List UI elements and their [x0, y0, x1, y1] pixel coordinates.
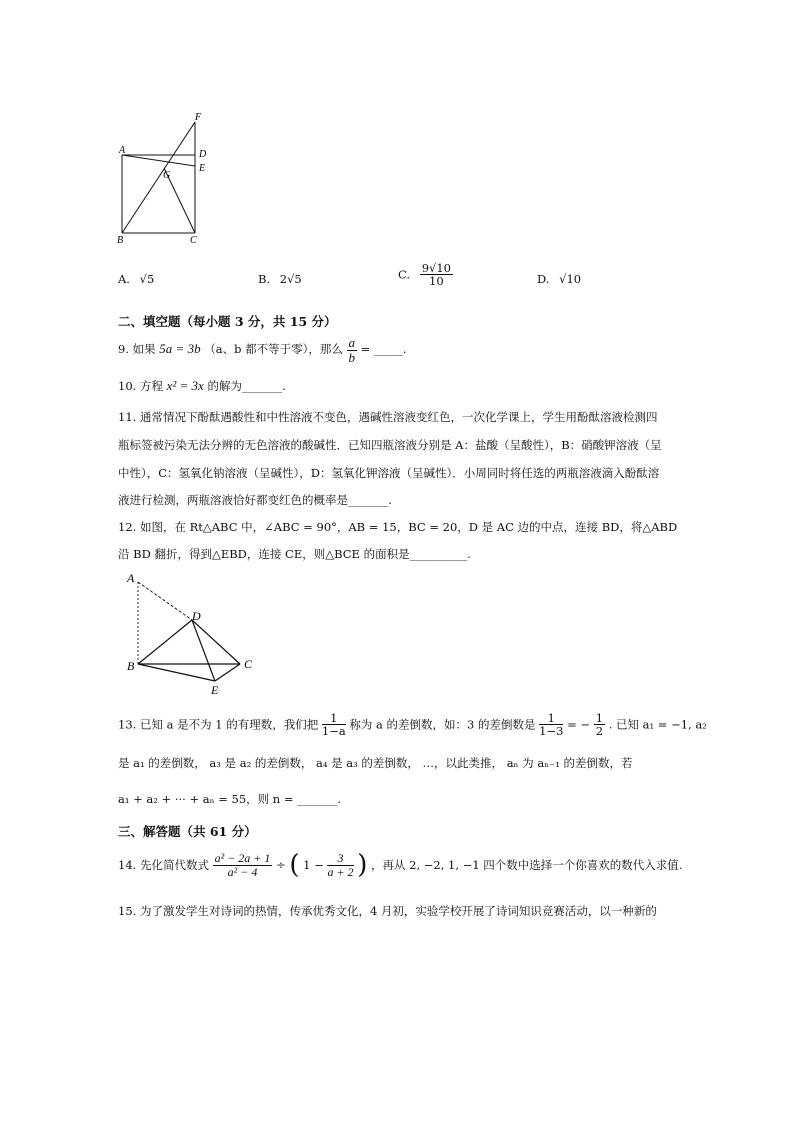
- figure-square: [110, 108, 220, 248]
- label-e: E: [199, 163, 206, 174]
- q13-line-2: 是 a₁ 的差倒数， a₃ 是 a₂ 的差倒数， a₄ 是 a₃ 的差倒数， …，以此类推， aₙ 为 aₙ₋₁ 的差倒数，若: [118, 756, 633, 770]
- q13-f2-den: 1−3: [539, 724, 564, 739]
- q14-prefix: 14. 先化简代数式: [118, 858, 209, 872]
- q13-f1-num: 1: [322, 712, 346, 725]
- q11-line-2: 瓶标签被污染无法分辨的无色溶液的酸碱性．已知四瓶溶液分别是 A：盐酸（呈酸性），B：硝酸钾溶液（呈: [118, 438, 662, 452]
- option-c: [398, 262, 453, 287]
- section-2-title: 二、填空题（每小题 3 分，共 15 分）: [118, 314, 337, 329]
- q10-prefix: 10. 方程: [118, 379, 163, 393]
- option-a-value: √5: [139, 272, 155, 286]
- label-b: B: [117, 235, 124, 246]
- label-c2: C: [244, 657, 253, 671]
- q14-f2-num: 3: [327, 852, 353, 866]
- q13-f2-mid: = −: [567, 717, 591, 732]
- label-g: G: [163, 170, 171, 181]
- q14-f2-den: a + 2: [327, 864, 354, 879]
- q11-line-4: 液进行检测，两瓶溶液恰好都变红色的概率是_______.: [118, 493, 392, 507]
- label-e2: E: [211, 683, 219, 697]
- q13-line-1: [118, 712, 707, 737]
- q14-paren-open: (: [289, 850, 300, 880]
- q9-tail: = _____.: [360, 342, 407, 357]
- q9-frac-den: b: [348, 349, 356, 365]
- q9-condition: （a、b 都不等于零），那么: [204, 342, 343, 357]
- q13-text-a: 13. 已知 a 是不为 1 的有理数，我们把: [118, 717, 319, 732]
- option-d: [537, 272, 581, 286]
- q10-tail: 的解为_______.: [207, 379, 286, 393]
- label-d2: D: [192, 609, 201, 623]
- option-a: [118, 272, 154, 286]
- q14-inner: 1 −: [303, 858, 324, 872]
- label-b2: B: [127, 659, 135, 673]
- q13-f3-num: 1: [595, 711, 604, 725]
- q11-line-1: 11. 通常情况下酚酞遇酸性和中性溶液不变色，遇碱性溶液变红色，一次化学课上，学生用酚酞溶液检测四: [118, 410, 658, 424]
- option-b-value: 2√5: [279, 272, 302, 286]
- question-10: [118, 378, 286, 394]
- q13-f2-num: 1: [539, 712, 563, 725]
- q14-op: ÷: [276, 858, 286, 872]
- option-c-letter: C.: [398, 267, 411, 282]
- figure-fold: [120, 568, 270, 700]
- q13-text-c: . 已知 a₁ = −1, a₂: [608, 717, 707, 732]
- q13-f3-den: 2: [595, 724, 604, 739]
- label-c: C: [190, 235, 197, 246]
- label-d: D: [199, 149, 207, 160]
- label-a: A: [119, 145, 126, 156]
- q11-line-3: 中性），C：氢氧化钠溶液（呈碱性），D：氢氧化钾溶液（呈碱性）．小周同时将任选的两瓶溶液滴入酚酞溶: [118, 466, 660, 480]
- question-14: [118, 850, 682, 880]
- q12-line-2: 沿 BD 翻折，得到△EBD，连接 CE，则△BCE 的面积是__________.: [118, 547, 471, 561]
- q13-line-3: a₁ + a₂ + ··· + aₙ = 55，则 n = _______.: [118, 792, 342, 806]
- q9-equation: 5a = 3b: [159, 341, 201, 357]
- option-c-numerator: 9√10: [421, 261, 451, 275]
- question-9: [118, 336, 406, 364]
- q10-equation: x² = 3x: [166, 378, 204, 393]
- section-3-title: 三、解答题（共 61 分）: [118, 824, 257, 839]
- option-b: [258, 272, 302, 286]
- q14-tail: ，再从 2, −2, 1, −1 四个数中选择一个你喜欢的数代入求值.: [371, 858, 683, 872]
- label-f: F: [195, 112, 202, 123]
- option-d-value: √10: [559, 272, 582, 286]
- q9-frac-num: a: [348, 335, 356, 350]
- option-c-denominator: 10: [429, 274, 444, 289]
- q15-line-1: 15. 为了激发学生对诗词的热情，传承优秀文化，4 月初，实验学校开展了诗词知识竞赛活动，以一种新的: [118, 904, 657, 918]
- option-b-letter: B.: [258, 272, 271, 286]
- option-d-letter: D.: [537, 272, 550, 286]
- q13-f1-den: 1−a: [321, 724, 346, 739]
- q13-text-b: 称为 a 的差倒数，如：3 的差倒数是: [349, 717, 536, 732]
- q12-line-1: 12. 如图，在 Rt△ABC 中，∠ABC = 90°，AB = 15，BC = 20，D 是 AC 边的中点，连接 BD，将△ABD: [118, 520, 678, 534]
- q14-f1-num: a² − 2a + 1: [214, 850, 271, 865]
- q9-prefix: 9. 如果: [118, 342, 156, 357]
- option-a-letter: A.: [118, 272, 130, 286]
- label-a2: A: [127, 571, 135, 585]
- q14-paren-close: ): [357, 850, 368, 880]
- q14-f1-den: a² − 4: [227, 864, 258, 879]
